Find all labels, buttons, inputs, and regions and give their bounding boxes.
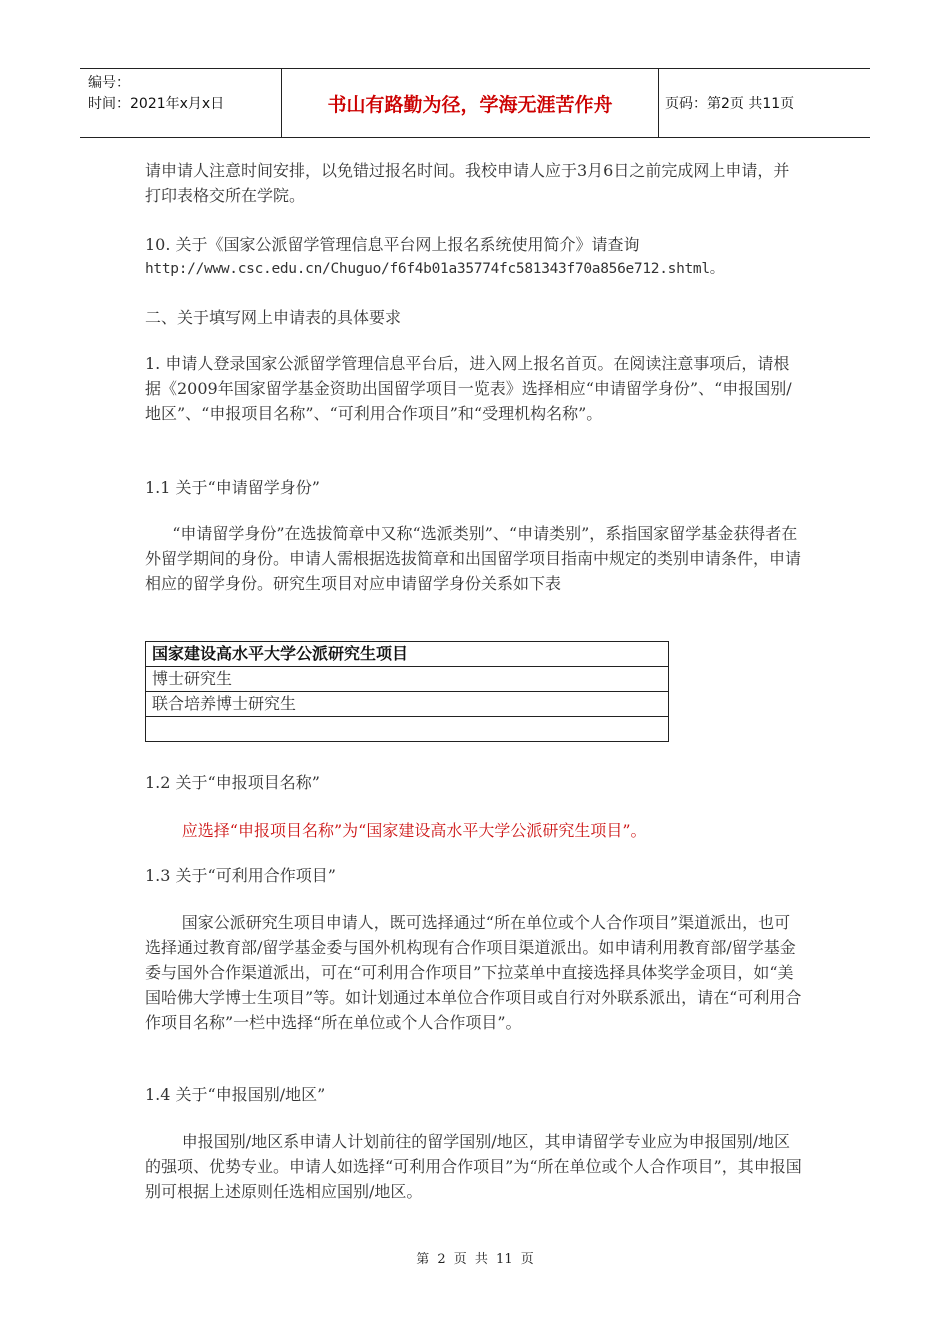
- subheading-1-3: 1.3 关于“可利用合作项目”: [145, 866, 336, 885]
- subheading-1-1: 1.1 关于“申请留学身份”: [145, 478, 320, 497]
- paragraph-project-name: 应选择“申报项目名称”为“国家建设高水平大学公派研究生项目”。: [181, 821, 647, 840]
- identity-table: [145, 641, 669, 742]
- header-time: 时间：2021年x月x日: [88, 96, 225, 112]
- subheading-1-4: 1.4 关于“申报国别/地区”: [145, 1085, 326, 1104]
- paragraph-guide-intro: 10. 关于《国家公派留学管理信息平台网上报名系统使用简介》请查询: [145, 235, 640, 254]
- header-motto: 书山有路勤为径，学海无涯苦作舟: [282, 69, 659, 137]
- header-page-number: 页码：第2页 共11页: [665, 96, 795, 112]
- page-footer: 第 2 页 共 11 页: [416, 1252, 534, 1267]
- section-heading-2: 二、关于填写网上申请表的具体要求: [145, 308, 402, 327]
- paragraph-identity: “申请留学身份”在选拔简章中又称“选派类别”、“申请类别”，系指国家留学基金获得者在外留学期间的身份。申请人需根据选拔简章和出国留学项目指南中规定的类别申请条件，申请相应的留学身份。研究生项目对应申请留学身份关系如下表: [145, 524, 802, 593]
- paragraph-deadline: 请申请人注意时间安排，以免错过报名时间。我校申请人应于3月6日之前完成网上申请，并打印表格交所在学院。: [145, 161, 790, 205]
- subheading-1-2: 1.2 关于“申报项目名称”: [145, 773, 320, 792]
- paragraph-cooperation: 国家公派研究生项目申请人，既可选择通过“所在单位或个人合作项目”渠道派出，也可选择通过教育部/留学基金委与国外机构现有合作项目渠道派出。如申请利用教育部/留学基金委与国外合作渠道派出，可在“可利用合作项目”下拉菜单中直接选择具体奖学金项目，如“美国哈佛大学博士生项目”等。如计划通过本单位合作项目或自行对外联系派出，请在“可利用合作项目名称”一栏中选择“所在单位或个人合作项目”。: [145, 913, 802, 1032]
- table-row: [146, 717, 669, 742]
- table-cell: 联合培养博士研究生: [146, 692, 669, 717]
- table-header-row: [146, 642, 669, 667]
- guide-url-link[interactable]: http://www.csc.edu.cn/Chuguo/f6f4b01a35774fc581343f70a856e712.shtml。: [145, 261, 724, 277]
- header-meta: [80, 69, 282, 137]
- table-row: [146, 692, 669, 717]
- table-row: [146, 667, 669, 692]
- paragraph-login: 1. 申请人登录国家公派留学管理信息平台后，进入网上报名首页。在阅读注意事项后，请根据《2009年国家留学基金资助出国留学项目一览表》选择相应“申请留学身份”、“申报国别/地区”、“申报项目名称”、“可利用合作项目”和“受理机构名称”。: [145, 354, 792, 423]
- table-cell: 博士研究生: [146, 667, 669, 692]
- table-cell: [146, 717, 669, 742]
- paragraph-country: 申报国别/地区系申请人计划前往的留学国别/地区，其申请留学专业应为申报国别/地区的强项、优势专业。申请人如选择“可利用合作项目”为“所在单位或个人合作项目”，其申报国别可根据上述原则任选相应国别/地区。: [145, 1132, 802, 1201]
- header-number: 编号：: [88, 75, 130, 91]
- table-header-cell: 国家建设高水平大学公派研究生项目: [146, 642, 669, 667]
- page-header: [80, 68, 870, 138]
